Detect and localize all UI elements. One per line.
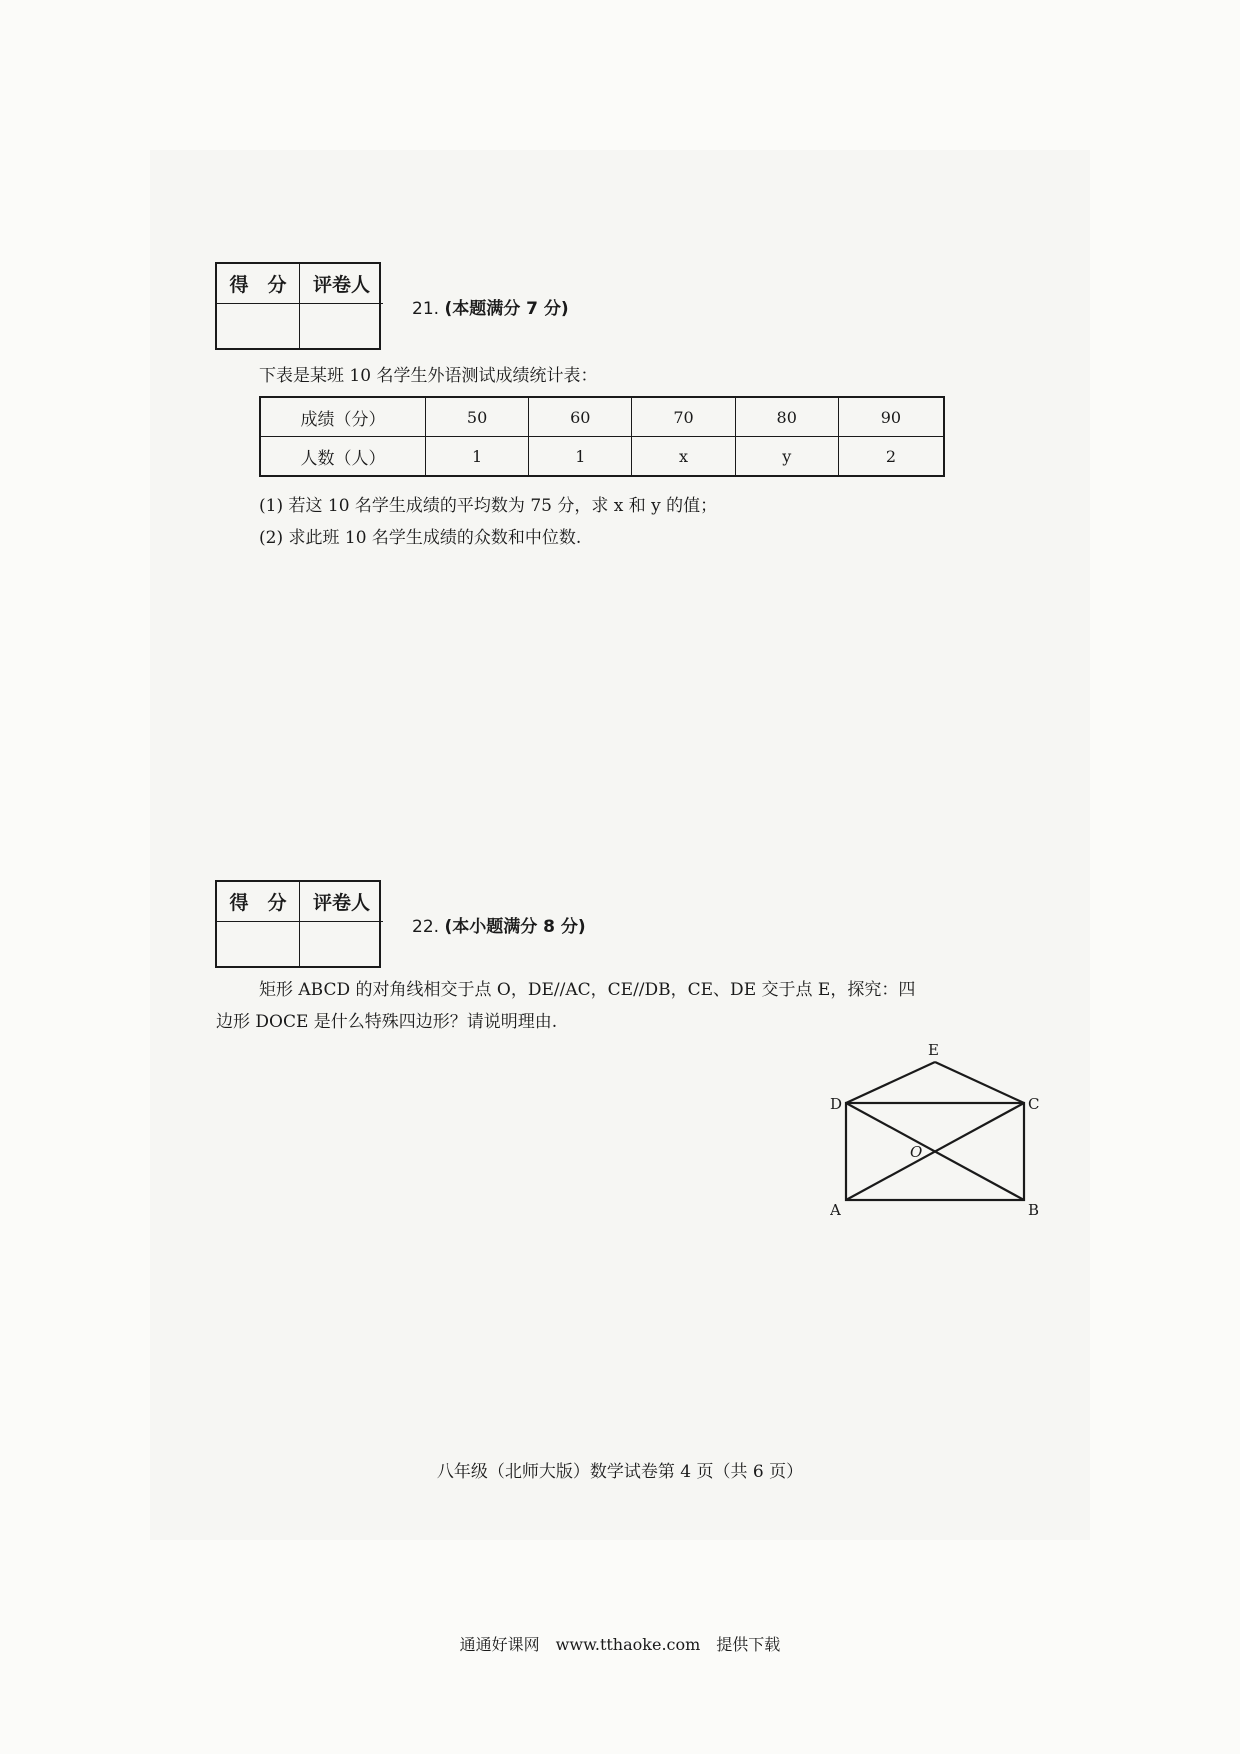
grader-label: 评卷人: [300, 264, 383, 304]
page-footer: 八年级（北师大版）数学试卷第 4 页（共 6 页）: [436, 1462, 804, 1482]
grader-label: 评卷人: [300, 882, 383, 922]
table-cell: 60: [529, 397, 632, 437]
score-label: 得 分: [217, 264, 300, 304]
exam-page: [150, 150, 1090, 1540]
grader-cell: [300, 922, 383, 968]
table-cell: x: [632, 437, 735, 477]
table-cell: 90: [838, 397, 944, 437]
row-header-count: 人数（人）: [260, 437, 426, 477]
q22-heading: [412, 912, 586, 937]
table-cell: y: [735, 437, 838, 477]
q21-number: 21.: [412, 299, 445, 319]
table-cell: 2: [838, 437, 944, 477]
table-row: [260, 397, 944, 437]
q21-points: (本题满分 7 分): [444, 299, 569, 319]
site-footer: 通通好课网 www.tthaoke.com 提供下载: [459, 1635, 781, 1654]
label-c: C: [1028, 1095, 1040, 1113]
q22-line2: 边形 DOCE 是什么特殊四边形？请说明理由.: [216, 1012, 558, 1032]
label-b: B: [1028, 1201, 1040, 1219]
label-e: E: [928, 1041, 939, 1059]
q21-part1: (1) 若这 10 名学生成绩的平均数为 75 分，求 x 和 y 的值；: [259, 496, 718, 516]
segment-ce: [935, 1062, 1024, 1103]
q21-intro: 下表是某班 10 名学生外语测试成绩统计表：: [259, 366, 598, 386]
q21-heading: [412, 294, 569, 319]
score-box-q22: [215, 880, 381, 968]
score-cell: [217, 922, 300, 968]
row-header-score: 成绩（分）: [260, 397, 426, 437]
diagram-lines: [846, 1062, 1024, 1200]
score-cell: [217, 304, 300, 350]
table-cell: 1: [529, 437, 632, 477]
table-cell: 80: [735, 397, 838, 437]
q22-number: 22.: [412, 917, 445, 937]
score-box-q21: [215, 262, 381, 350]
label-d: D: [830, 1095, 843, 1113]
label-a: A: [830, 1201, 841, 1219]
table-cell: 1: [426, 437, 529, 477]
segment-de: [846, 1062, 935, 1103]
table-row: [260, 437, 944, 477]
score-label: 得 分: [217, 882, 300, 922]
rectangle-diagram: [830, 1040, 1050, 1220]
label-o: O: [910, 1143, 923, 1161]
table-cell: 50: [426, 397, 529, 437]
q22-points: (本小题满分 8 分): [444, 917, 586, 937]
q22-line1: 矩形 ABCD 的对角线相交于点 O，DE//AC，CE//DB，CE、DE 交于点 E，探究：四: [259, 980, 916, 1000]
grader-cell: [300, 304, 383, 350]
table-cell: 70: [632, 397, 735, 437]
grades-table: [259, 396, 945, 477]
q21-part2: (2) 求此班 10 名学生成绩的众数和中位数.: [259, 528, 582, 548]
